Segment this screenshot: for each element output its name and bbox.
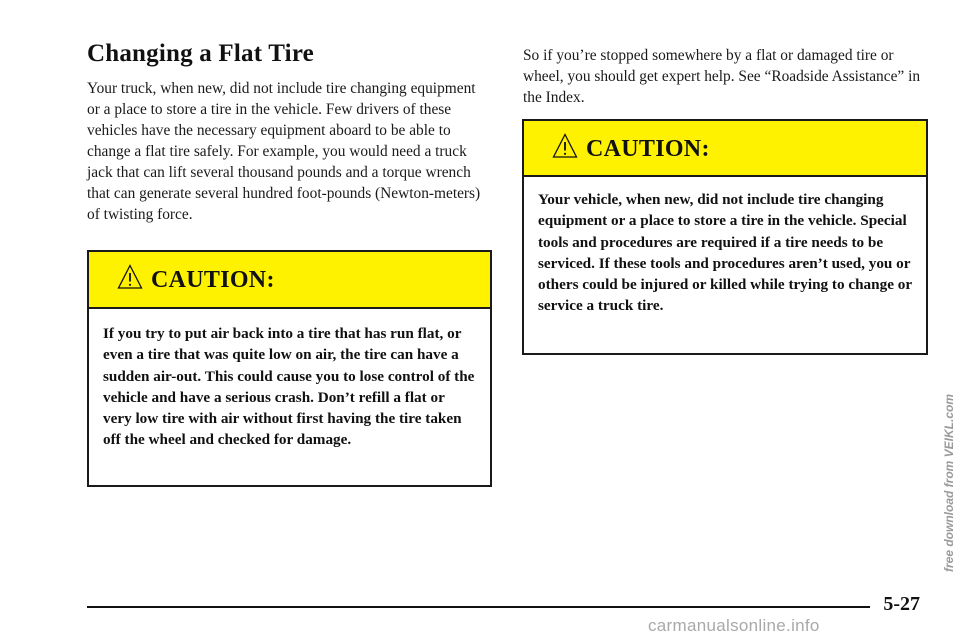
warning-triangle-icon [117,264,143,290]
caution-box-equipment [522,119,928,355]
warning-triangle-icon [552,133,578,159]
caution-text: If you try to put air back into a tire that has run flat, or even a tire that was quite low on air, the tire can have a sudden air-out. This could cause you to lose control of the vehicle and have a serious crash. Don’t refill a flat or very low tire with air without first having the tire taken off the wheel and checked for damage. [103,325,475,449]
caution-text: Your vehicle, when new, did not include tire changing equipment or a place to store a tire in the vehicle. Special tools and procedures are required if a tire needs to be serviced. If these tools and procedures aren’t used, you or others could be injured or killed while trying to change or service a truck tire. [538,191,912,315]
expert-help-paragraph: So if you’re stopped somewhere by a flat or damaged tire or wheel, you should get expert help. See “Roadside Assistance” in the Index. [523,47,921,106]
caution-header [524,121,926,177]
intro-paragraph: Your truck, when new, did not include tire changing equipment or a place to store a tire in the vehicle. Few drivers of these vehicles have the necessary equipment aboard to be able to change a flat tire safely. For example, you would need a truck jack that can lift several thousand pounds and a torque wrench that can generate several hundred foot-pounds (Newton-meters) of twisting force. [87,80,481,223]
caution-label: CAUTION: [586,136,710,162]
page-title: Changing a Flat Tire [87,40,314,67]
page-number: 5-27 [883,593,920,615]
caution-box-air-out [87,250,492,487]
caution-header [89,252,490,309]
caution-label: CAUTION: [151,267,275,293]
side-watermark: free download from VEIKL.com [942,393,956,572]
bottom-watermark[interactable]: carmanualsonline.info [648,616,820,635]
footer-divider [87,606,870,608]
